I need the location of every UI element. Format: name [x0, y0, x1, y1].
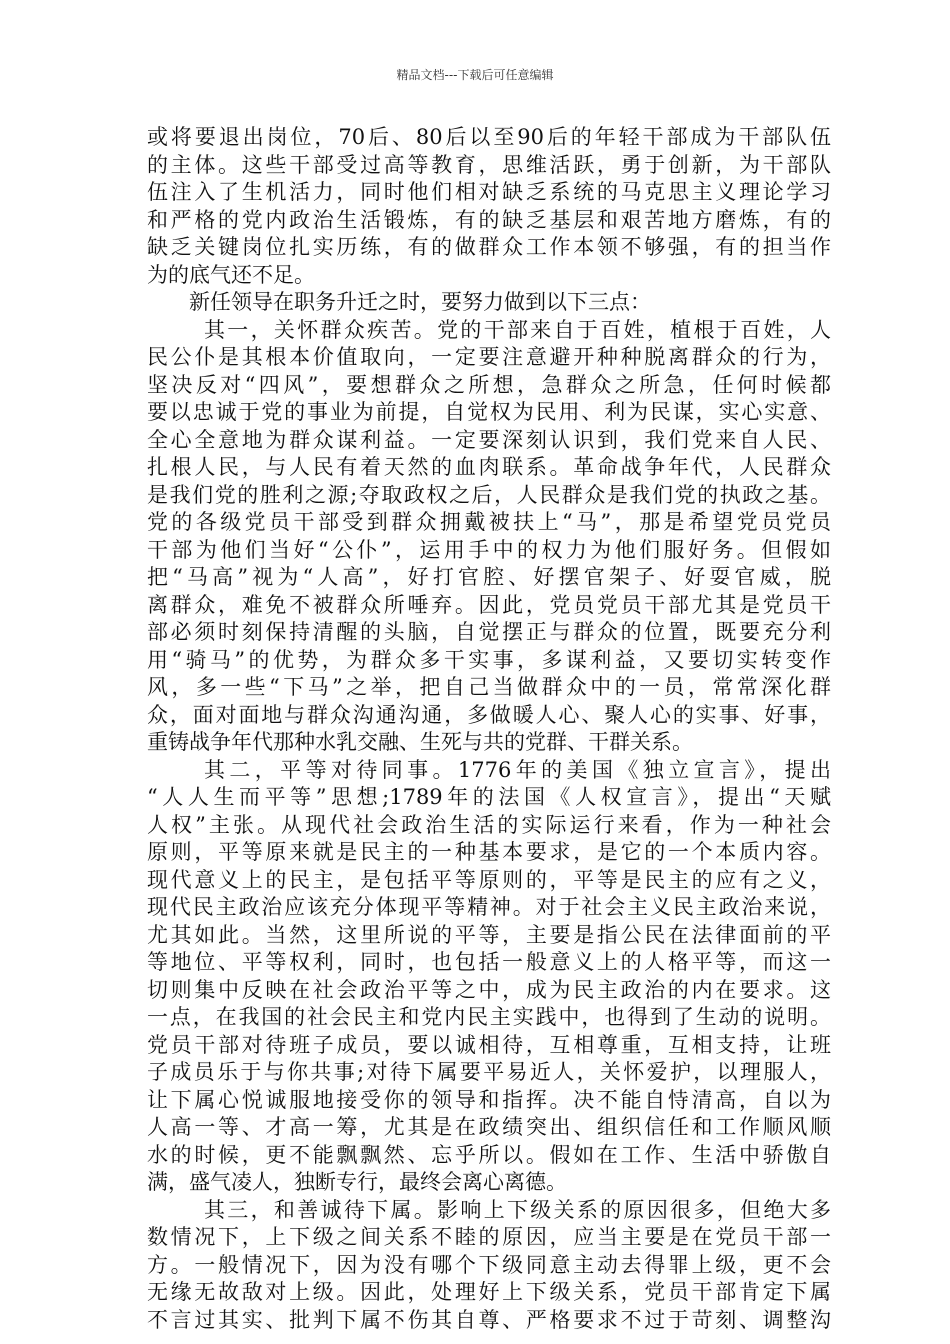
text-line: 原则，平等原来就是民主的一种基本要求，是它的一个本质内容。 — [147, 840, 831, 864]
text-line: “人人生而平等”思想;1789年的法国《人权宣言》，提出“天赋 — [147, 785, 831, 809]
text-line: 把“马高”视为“人高”，好打官腔、好摆官架子、好耍官威，脱 — [147, 565, 831, 589]
text-line: 满，盛气凌人，独断专行，最终会离心离德。 — [147, 1170, 567, 1194]
text-line: 党员干部对待班子成员，要以诚相待，互相尊重，互相支持，让班 — [147, 1032, 831, 1057]
text-line: 和严格的党内政治生活锻炼，有的缺乏基层和艰苦地方磨炼，有的 — [147, 207, 831, 232]
paragraph-three-start: 其三，和善诚待下属。影响上下级关系的原因很多，但绝大多 — [204, 1197, 831, 1222]
text-line: 众，面对面地与群众沟通沟通，多做暖人心、聚人心的实事、好事， — [147, 702, 831, 727]
text-line: 民公仆是其根本价值取向，一定要注意避开种种脱离群众的行为， — [147, 345, 831, 369]
text-line: 要以忠诚于党的事业为前提，自觉权为民用、利为民谋，实心实意、 — [147, 400, 831, 424]
text-line: 尤其如此。当然，这里所说的平等，主要是指公民在法律面前的平 — [147, 922, 831, 947]
text-line: 人高一等、才高一筹，尤其是在政绩突出、组织信任和工作顺风顺 — [147, 1115, 831, 1139]
text-line: 的主体。这些干部受过高等教育，思维活跃，勇于创新，为干部队 — [147, 152, 831, 177]
text-line: 用“骑马”的优势，为群众多干实事，多谋利益，又要切实转变作 — [147, 647, 831, 672]
text-line: 干部为他们当好“公仆”，运用手中的权力为他们服好务。但假如 — [147, 537, 831, 562]
text-line: 风，多一些“下马”之举，把自己当做群众中的一员，常常深化群 — [147, 675, 831, 699]
text-line: 现代民主政治应该充分体现平等精神。对于社会主义民主政治来说， — [147, 895, 831, 919]
text-line: 坚决反对“四风”，要想群众之所想，急群众之所急，任何时候都 — [147, 372, 831, 397]
document-body — [147, 124, 831, 1334]
text-line: 一点，在我国的社会民主和党内民主实践中，也得到了生动的说明。 — [147, 1005, 831, 1029]
text-line: 部必须时刻保持清醒的头脑，自觉摆正与群众的位置，既要充分利 — [147, 620, 831, 644]
text-line: 不言过其实、批判下属不伤其自尊、严格要求不过于苛刻、调整沟 — [147, 1307, 831, 1332]
paragraph-two-start: 其二，平等对待同事。1776年的美国《独立宣言》，提出 — [204, 757, 831, 782]
text-line: 或将要退出岗位，70后、80后以至90后的年轻干部成为干部队伍 — [147, 125, 831, 149]
text-line: 是我们党的胜利之源;夺取政权之后，人民群众是我们党的执政之基。 — [147, 482, 831, 507]
text-line: 为的底气还不足。 — [147, 262, 315, 287]
text-line: 党的各级党员干部受到群众拥戴被扶上“马”，那是希望党员党员 — [147, 510, 831, 534]
page-header: 精品文档---下载后可任意编辑 — [396, 68, 554, 82]
text-line: 方。一般情况下，因为没有哪个下级同意主动去得罪上级，更不会 — [147, 1252, 831, 1277]
paragraph-intro: 新任领导在职务升迁之时，要努力做到以下三点： — [189, 290, 651, 314]
text-line: 扎根人民，与人民有着天然的血肉联系。革命战争年代，人民群众 — [147, 455, 831, 479]
text-line: 全心全意地为群众谋利益。一定要深刻认识到，我们党来自人民、 — [147, 427, 831, 452]
text-line: 重铸战争年代那种水乳交融、生死与共的党群、干群关系。 — [147, 730, 693, 754]
paragraph-one-start: 其一，关怀群众疾苦。党的干部来自于百姓，植根于百姓，人 — [204, 317, 831, 342]
text-line: 切则集中反映在社会政治平等之中，成为民主政治的内在要求。这 — [147, 977, 831, 1002]
text-line: 离群众，难免不被群众所唾弃。因此，党员党员干部尤其是党员干 — [147, 592, 831, 617]
text-line: 现代意义上的民主，是包括平等原则的，平等是民主的应有之义， — [147, 867, 831, 892]
text-line: 水的时候，更不能飘飘然、忘乎所以。假如在工作、生活中骄傲自 — [147, 1142, 831, 1167]
text-line: 人权”主张。从现代社会政治生活的实际运行来看，作为一种社会 — [147, 812, 831, 837]
text-line: 无缘无故敌对上级。因此，处理好上下级关系，党员干部肯定下属 — [147, 1280, 831, 1304]
text-line: 等地位、平等权利，同时，也包括一般意义上的人格平等，而这一 — [147, 950, 831, 974]
text-line: 数情况下，上下级之间关系不睦的原因，应当主要是在党员干部一 — [147, 1225, 831, 1249]
text-line: 让下属心悦诚服地接受你的领导和指挥。决不能自恃清高，自以为 — [147, 1087, 831, 1112]
text-line: 子成员乐于与你共事;对待下属要平易近人，关怀爱护，以理服人， — [147, 1060, 831, 1084]
text-line: 伍注入了生机活力，同时他们相对缺乏系统的马克思主义理论学习 — [147, 180, 831, 204]
text-line: 缺乏关键岗位扎实历练，有的做群众工作本领不够强，有的担当作 — [147, 235, 831, 259]
